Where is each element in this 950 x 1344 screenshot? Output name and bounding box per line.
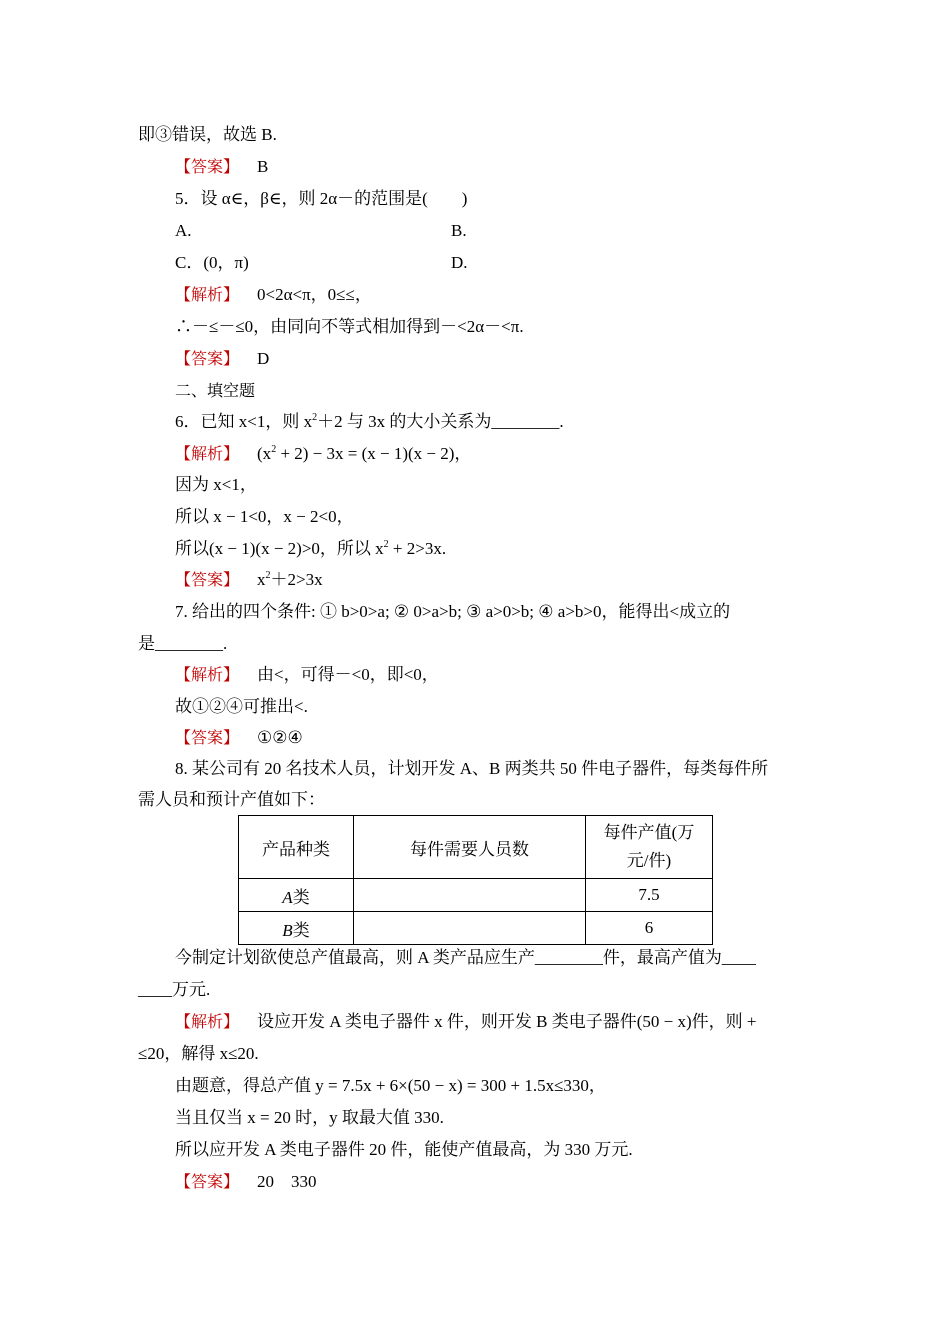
answer-tag: 【答案】 xyxy=(175,349,240,368)
header-kind: 产品种类 xyxy=(239,816,354,879)
table-row xyxy=(239,879,713,912)
header-value-line-2: 元/件) xyxy=(626,851,672,870)
cell-people xyxy=(354,912,586,945)
answer-tag: 【答案】 xyxy=(175,157,240,176)
answer-tag: 【答案】 xyxy=(175,728,240,747)
a6-text-b: + 2) − 3x = (x − 1)(x − 2)， xyxy=(276,444,472,463)
a6-text-a: (x xyxy=(257,444,272,463)
question-7: 7. 给出的四个条件: ① b>0>a; ② 0>a>b; ③ a>0>b; ④ a>b>0，能得出<成立的 xyxy=(175,602,731,621)
cell-value: 6 xyxy=(586,912,713,945)
answer-tag: 【答案】 xyxy=(175,1172,240,1191)
cell-kind xyxy=(239,912,354,945)
line-1: 即③错误，故选 B. xyxy=(138,125,277,144)
answer-7 xyxy=(175,726,303,750)
answer-6 xyxy=(175,568,323,592)
analysis-8-line-2: ≤20，解得 x≤20. xyxy=(138,1044,259,1063)
a6-l4-sup: 2 xyxy=(383,539,389,550)
question-8-cont: 需人员和预计产值如下： xyxy=(138,790,325,809)
analysis-8-line-4: 当且仅当 x = 20 时，y 取最大值 330. xyxy=(175,1108,444,1127)
analysis-8 xyxy=(175,1010,756,1034)
q6-text-b: ＋2 与 3x 的大小关系为________. xyxy=(317,412,564,431)
ans6-sup: 2 xyxy=(265,570,271,581)
cell-people xyxy=(354,879,586,912)
option-c: C．(0，π) xyxy=(175,253,249,272)
answer-5 xyxy=(175,347,269,371)
kind-suffix: 类 xyxy=(292,887,310,907)
q6-text-a: 6．已知 x<1，则 x xyxy=(175,412,313,431)
kind-letter: A xyxy=(282,887,293,907)
question-7-cont: 是________. xyxy=(138,634,228,653)
analysis-8-line-3: 由题意，得总产值 y = 7.5x + 6×(50 − x) = 300 + 1.5x≤330， xyxy=(175,1076,606,1095)
answer-value: D xyxy=(257,349,270,368)
option-d: D. xyxy=(451,253,468,272)
analysis-tag: 【解析】 xyxy=(175,444,240,463)
question-8: 8. 某公司有 20 名技术人员，计划开发 A、B 两类共 50 件电子器件，每类每件所 xyxy=(175,759,769,778)
analysis-7-cont: 故①②④可推出<. xyxy=(175,697,308,716)
ans6-b: ＋2>3x xyxy=(270,570,323,589)
answer-value: ①②④ xyxy=(257,728,303,747)
header-value-line-1: 每件产值(万 xyxy=(603,823,695,842)
option-b: B. xyxy=(451,221,467,240)
analysis-text: 设应开发 A 类电子器件 x 件，则开发 B 类电子器件(50 − x)件，则 + xyxy=(257,1012,757,1031)
analysis-tag: 【解析】 xyxy=(175,1012,240,1031)
header-value xyxy=(586,816,713,879)
question-5: 5．设 α∈，β∈，则 2α－的范围是( ) xyxy=(175,189,468,208)
analysis-5 xyxy=(175,283,372,307)
kind-letter: B xyxy=(282,920,293,940)
answer-tag: 【答案】 xyxy=(175,570,240,589)
analysis-6 xyxy=(175,442,471,466)
answer-8 xyxy=(175,1170,317,1194)
cell-value: 7.5 xyxy=(586,879,713,912)
a6-sup: 2 xyxy=(271,444,277,455)
analysis-6-line-3: 所以 x − 1<0，x − 2<0， xyxy=(175,507,354,526)
question-8-plan-cont: ____万元. xyxy=(138,980,211,999)
analysis-7 xyxy=(175,663,439,687)
analysis-tag: 【解析】 xyxy=(175,665,240,684)
answer-value: B xyxy=(257,157,269,176)
question-8-plan: 今制定计划欲使总产值最高，则 A 类产品应生产________件，最高产值为____ xyxy=(175,948,756,967)
cell-kind xyxy=(239,879,354,912)
section-heading: 二、填空题 xyxy=(175,381,256,400)
kind-suffix: 类 xyxy=(292,920,310,940)
q6-sup: 2 xyxy=(312,412,318,423)
answer-value: 20 330 xyxy=(257,1172,317,1191)
answer-line-4 xyxy=(175,155,268,179)
table-header-row xyxy=(239,816,713,879)
analysis-8-line-5: 所以应开发 A 类电子器件 20 件，能使产值最高，为 330 万元. xyxy=(175,1140,633,1159)
a6-l4-b: + 2>3x. xyxy=(388,539,447,558)
analysis-5-cont: ∴－≤－≤0，由同向不等式相加得到－<2α－<π. xyxy=(175,317,524,336)
table-row xyxy=(239,912,713,945)
question-6 xyxy=(175,410,564,434)
analysis-6-line-2: 因为 x<1， xyxy=(175,475,257,494)
analysis-text: 0<2α<π，0≤≤， xyxy=(257,285,372,304)
analysis-6-line-4 xyxy=(175,537,446,561)
analysis-tag: 【解析】 xyxy=(175,285,240,304)
a6-l4-a: 所以(x − 1)(x − 2)>0，所以 x xyxy=(175,539,384,558)
ans6-a: x xyxy=(257,570,266,589)
header-people: 每件需要人员数 xyxy=(354,816,586,879)
production-table xyxy=(238,815,713,945)
option-a: A. xyxy=(175,221,192,240)
analysis-text: 由<，可得－<0，即<0， xyxy=(257,665,439,684)
